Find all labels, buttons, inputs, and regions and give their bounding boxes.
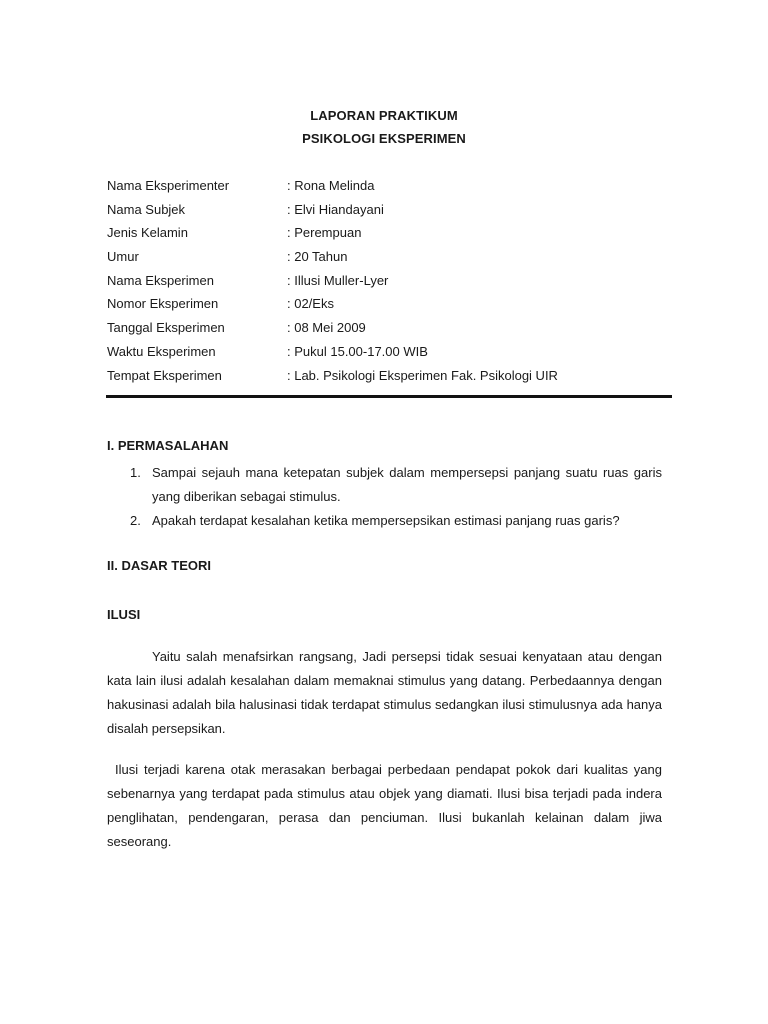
report-subtitle: PSIKOLOGI EKSPERIMEN	[302, 131, 466, 146]
subheading-ilusi: ILUSI	[107, 607, 141, 622]
info-row	[107, 247, 677, 271]
info-label: Tanggal Eksperimen	[107, 320, 225, 336]
info-row	[107, 318, 677, 342]
info-row	[107, 271, 677, 295]
list-item-text: Sampai sejauh mana ketepatan subjek dalam mempersepsi panjang suatu ruas garis yang diberikan sebagai stimulus.	[152, 465, 662, 504]
info-label: Nama Eksperimenter	[107, 178, 230, 193]
info-value: : Pukul 15.00-17.00 WIB	[287, 343, 428, 359]
paragraph: Yaitu salah menafsirkan rangsang, Jadi persepsi tidak sesuai kenyataan atau dengan kata lain ilusi adalah kesalahan dalam memaknai stimulus yang datang. Perbedaannya dengan hakusinasi adalah bila halusinasi tidak terdapat stimulus sedangkan ilusi stimulusnya ada hanya disalah persepsikan.	[107, 649, 662, 736]
info-table	[107, 176, 677, 389]
info-value: : Rona Melinda	[287, 178, 375, 193]
info-label: Jenis Kelamin	[107, 225, 188, 241]
info-value: : Perempuan	[287, 225, 362, 241]
list-item	[107, 509, 662, 533]
info-row	[107, 223, 677, 247]
section-heading-permasalahan: I. PERMASALAHAN	[107, 438, 229, 453]
info-label: Waktu Eksperimen	[107, 343, 216, 359]
paragraph: Ilusi terjadi karena otak merasakan berbagai perbedaan pendapat pokok dari kualitas yang sebenarnya yang terdapat pada stimulus atau objek yang diamati. Ilusi bisa terjadi pada indera penglihatan, pendengaran, perasa dan penciuman. Ilusi bukanlah kelainan dalam jiwa seseorang.	[107, 762, 662, 849]
info-row	[107, 200, 677, 224]
info-value: : Elvi Hiandayani	[287, 201, 384, 217]
info-value: : Lab. Psikologi Eksperimen Fak. Psikologi UIR	[287, 367, 558, 383]
problem-list	[107, 461, 662, 533]
info-label: Nomor Eksperimen	[107, 296, 219, 312]
info-label: Nama Eksperimen	[107, 272, 214, 288]
list-item	[107, 461, 662, 509]
horizontal-divider	[106, 395, 672, 398]
report-title: LAPORAN PRAKTIKUM	[310, 108, 458, 123]
info-value: : 02/Eks	[287, 296, 334, 312]
info-label: Umur	[107, 249, 139, 265]
info-row	[107, 176, 677, 200]
list-number: 1.	[130, 465, 141, 480]
info-value: : 08 Mei 2009	[287, 320, 366, 336]
info-label: Nama Subjek	[107, 201, 186, 217]
section-heading-dasar-teori: II. DASAR TEORI	[107, 558, 212, 573]
list-number: 2.	[130, 513, 141, 528]
info-value: : 20 Tahun	[287, 249, 348, 265]
info-row	[107, 342, 677, 366]
info-row	[107, 366, 677, 390]
info-label: Tempat Eksperimen	[107, 367, 222, 383]
info-value: : Illusi Muller-Lyer	[287, 272, 389, 288]
list-item-text: Apakah terdapat kesalahan ketika mempersepsikan estimasi panjang ruas garis?	[152, 513, 620, 528]
info-row	[107, 294, 677, 318]
